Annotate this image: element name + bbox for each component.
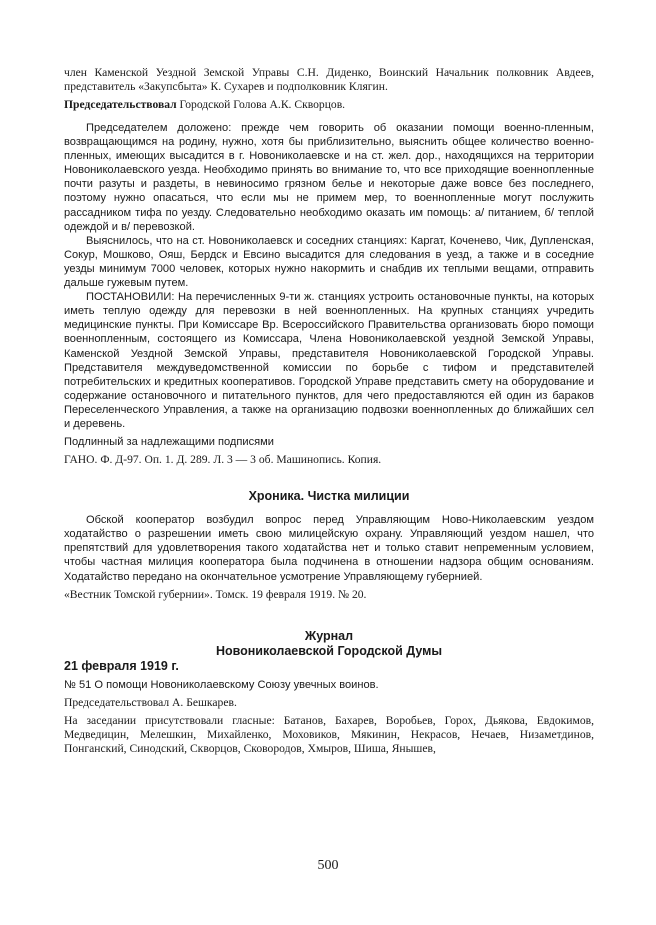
archive-source: ГАНО. Ф. Д-97. Оп. 1. Д. 289. Л. 3 — 3 об. Машинопись. Копия. (64, 453, 382, 467)
chair-text: Городской Голова А.К. Скворцов. (176, 98, 346, 111)
chair-line (64, 98, 594, 112)
agenda-item: № 51 О помощи Новониколаевскому Союзу увечных воинов. (64, 678, 379, 691)
journal-chair: Председательствовал А. Бешкарев. (64, 695, 237, 709)
page-number: 500 (317, 858, 339, 873)
chair-label: Председательствовал (64, 98, 177, 111)
findings-paragraph: Выяснилось, что на ст. Новониколаевск и соседних станциях: Каргат, Коченево, Чик, Дупленская, Сокур, Мошково, Ояш, Бердск и Евсино высадится для следования в уезд, а также и в соседние уезды минимум 7000 человек, которых нужно накормить и снабдив их теплыми вещами, отправить дальше гужевым путем. (64, 234, 594, 290)
journal-title-line1: Журнал (304, 628, 354, 643)
signature-note: Подлинный за надлежащими подписями (64, 436, 274, 449)
attendees-list: На заседании присутствовали гласные: Батанов, Бахарев, Воробьев, Горох, Дьякова, Евдокимов, Медведицин, Мелешкин, Михайленко, Моховиков, Мякинин, Некрасов, Нечаев, Низаметдинов, Понганский, Синодский, Скворцов, Сковородов, Хмыров, Шиша, Янышев, (64, 713, 594, 755)
report-paragraph: Председателем доложено: прежде чем говорить об оказании помощи военно-пленным, возвращающимся на родину, нужно, хотя бы приблизительно, выяснить общее количество военно-пленных, имеющих высадится в г. Новониколаевске и на ст. жел. дор., находящихся на территории Новониколаевского уезда. Необходимо принять во внимание то, что все приходящие военнопленные почти разуты и раздеты, в невиносимо грязном белье и некоторые даже вовсе без последнего, поэтому нужно опасаться, что если мы не примем мер, то военнопленные могут послужить рассадником тифа по уезду. Следовательно необходимо оказать им помощь: а/ питанием, б/ теплой одеждой и в/ перевозкой. (64, 122, 594, 233)
resolution-paragraph: ПОСТАНОВИЛИ: На перечисленных 9-ти ж. станциях устроить остановочные пункты, на которых иметь теплую одежду для перевозки в ней военнопленных. На крупных станциях учредить медицинские пункты. При Комиссаре Вр. Всероссийского Правительства организовать бюро помощи военнопленным, состоящего из Комиссара, Члена Новониколаевской уездной Земской Управы, Каменской Уездной Земской Управы, представителя Новониколаевской Городской Управы. Представителя междуведомственной комиссии по борьбе с тифом и представителей потребительских и кредитных кооперативов. Городской Управе представить смету на оборудование и содержание остановочного и питательного пунктов, для чего предоставляются ей один из бараков Переселенческого Управления, а также на организацию подвозки военнопленных до ближайших сел и деревень. (64, 291, 594, 430)
document-page (64, 66, 594, 756)
journal-date: 21 февраля 1919 г. (64, 658, 179, 673)
members-line: член Каменской Уездной Земской Управы С.Н. Диденко, Воинский Начальник полковник Авдеев, представитель «Закупсбыта» К. Сухарев и подполковник Клягин. (64, 66, 594, 93)
journal-title-line2: Новониколаевской Городской Думы (215, 643, 443, 658)
chronicle-title: Хроника. Чистка милиции (248, 489, 410, 504)
chronicle-paragraph: Обской кооператор возбудил вопрос перед Управляющим Ново-Николаевским уездом ходатайство о разрешении иметь свою милицейскую охрану. Управляющий уездом нашел, что препятствий для удовлетворения такого ходатайства нет и только ставит непременным условием, чтобы частная милиция кооператора была подчинена в отношении надзора общим основаниям. Ходатайство передано на окончательное усмотрение Управляющему губернией. (64, 514, 594, 583)
newspaper-source: «Вестник Томской губернии». Томск. 19 февраля 1919. № 20. (64, 587, 367, 601)
